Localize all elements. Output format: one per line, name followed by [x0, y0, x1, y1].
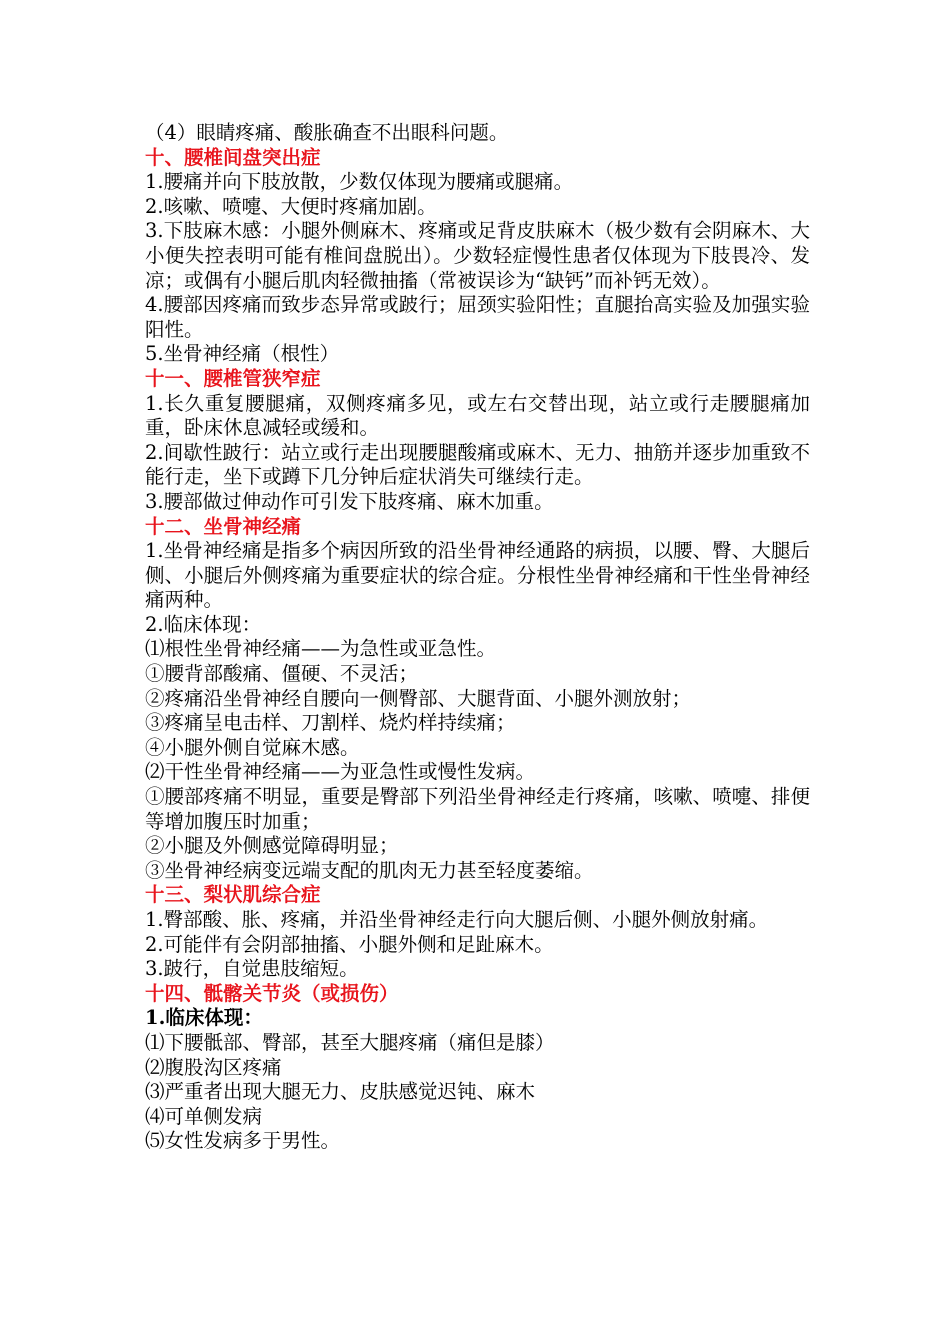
text-paragraph: 2.咳嗽、喷嚏、大便时疼痛加剧。: [145, 194, 437, 218]
text-paragraph: ⑵腹股沟区疼痛: [145, 1055, 282, 1079]
text-paragraph: 3.下肢麻木感：小腿外侧麻木、疼痛或足背皮肤麻木（极少数有会阴麻木、大小便失控表明可能有椎间盘脱出）。少数轻症慢性患者仅体现为下肢畏冷、发凉；或偶有小腿后肌肉轻微抽搐（常被误诊为“缺钙”而补钙无效）。: [145, 219, 810, 292]
section-heading: 十一、腰椎管狭窄症: [145, 366, 321, 390]
section-heading: 十二、坐骨神经痛: [145, 514, 302, 538]
text-paragraph: 3.腰部做过伸动作可引发下肢疼痛、麻木加重。: [145, 489, 554, 513]
text-paragraph: ④小腿外侧自觉麻木感。: [145, 735, 360, 759]
text-paragraph: 1.长久重复腰腿痛，双侧疼痛多见，或左右交替出现，站立或行走腰腿痛加重，卧床休息减轻或缓和。: [145, 391, 810, 440]
text-paragraph: ③疼痛呈电击样、刀割样、烧灼样持续痛；: [145, 711, 516, 735]
text-paragraph: 2.临床体现：: [145, 612, 262, 636]
text-paragraph: （4）眼睛疼痛、酸胀确查不出眼科问题。: [145, 121, 509, 144]
text-paragraph: 3.跛行，自觉患肢缩短。: [145, 957, 359, 981]
text-paragraph: ①腰部疼痛不明显，重要是臀部下列沿坐骨神经走行疼痛，咳嗽、喷嚏、排便等增加腹压时加重；: [145, 785, 810, 833]
text-paragraph: 1.臀部酸、胀、疼痛，并沿坐骨神经走行向大腿后侧、小腿外侧放射痛。: [145, 908, 769, 931]
text-paragraph: 5.坐骨神经痛（根性）: [145, 342, 340, 366]
text-paragraph: 4.腰部因疼痛而致步态异常或跛行；屈颈实验阳性；直腿抬高实验及加强实验阳性。: [145, 293, 810, 341]
text-paragraph: ②小腿及外侧感觉障碍明显；: [145, 834, 399, 858]
text-paragraph: ③坐骨神经病变远端支配的肌肉无力甚至轻度萎缩。: [145, 858, 594, 882]
text-paragraph: 1.腰痛并向下肢放散，少数仅体现为腰痛或腿痛。: [145, 170, 574, 194]
text-paragraph: ⑴根性坐骨神经痛——为急性或亚急性。: [145, 637, 497, 661]
text-paragraph: ⑶严重者出现大腿无力、皮肤感觉迟钝、麻木: [145, 1080, 536, 1104]
text-paragraph: ⑸女性发病多于男性。: [145, 1129, 341, 1153]
section-heading: 十、腰椎间盘突出症: [145, 145, 321, 169]
document-page: [145, 121, 810, 1154]
text-paragraph: 2.间歇性跛行：站立或行走出现腰腿酸痛或麻木、无力、抽筋并逐步加重致不能行走，坐下或蹲下几分钟后症状消失可继续行走。: [145, 440, 810, 489]
section-heading: 十三、梨状肌综合症: [145, 883, 321, 907]
section-heading: 十四、骶髂关节炎（或损伤）: [145, 981, 399, 1005]
text-paragraph: ⑵干性坐骨神经痛——为亚急性或慢性发病。: [145, 760, 536, 784]
sub-heading: 1.临床体现：: [145, 1006, 263, 1030]
text-paragraph: ①腰背部酸痛、僵硬、不灵活；: [145, 662, 419, 686]
text-paragraph: ⑷可单侧发病: [145, 1104, 263, 1128]
text-paragraph: ②疼痛沿坐骨神经自腰向一侧臀部、大腿背面、小腿外测放射；: [145, 686, 692, 710]
text-paragraph: ⑴下腰骶部、臀部，甚至大腿疼痛（痛但是膝）: [145, 1030, 555, 1054]
text-paragraph: 2.可能伴有会阴部抽搐、小腿外侧和足趾麻木。: [145, 932, 554, 956]
text-paragraph: 1.坐骨神经痛是指多个病因所致的沿坐骨神经通路的病损，以腰、臀、大腿后侧、小腿后外侧疼痛为重要症状的综合症。分根性坐骨神经痛和干性坐骨神经痛两种。: [145, 539, 810, 612]
